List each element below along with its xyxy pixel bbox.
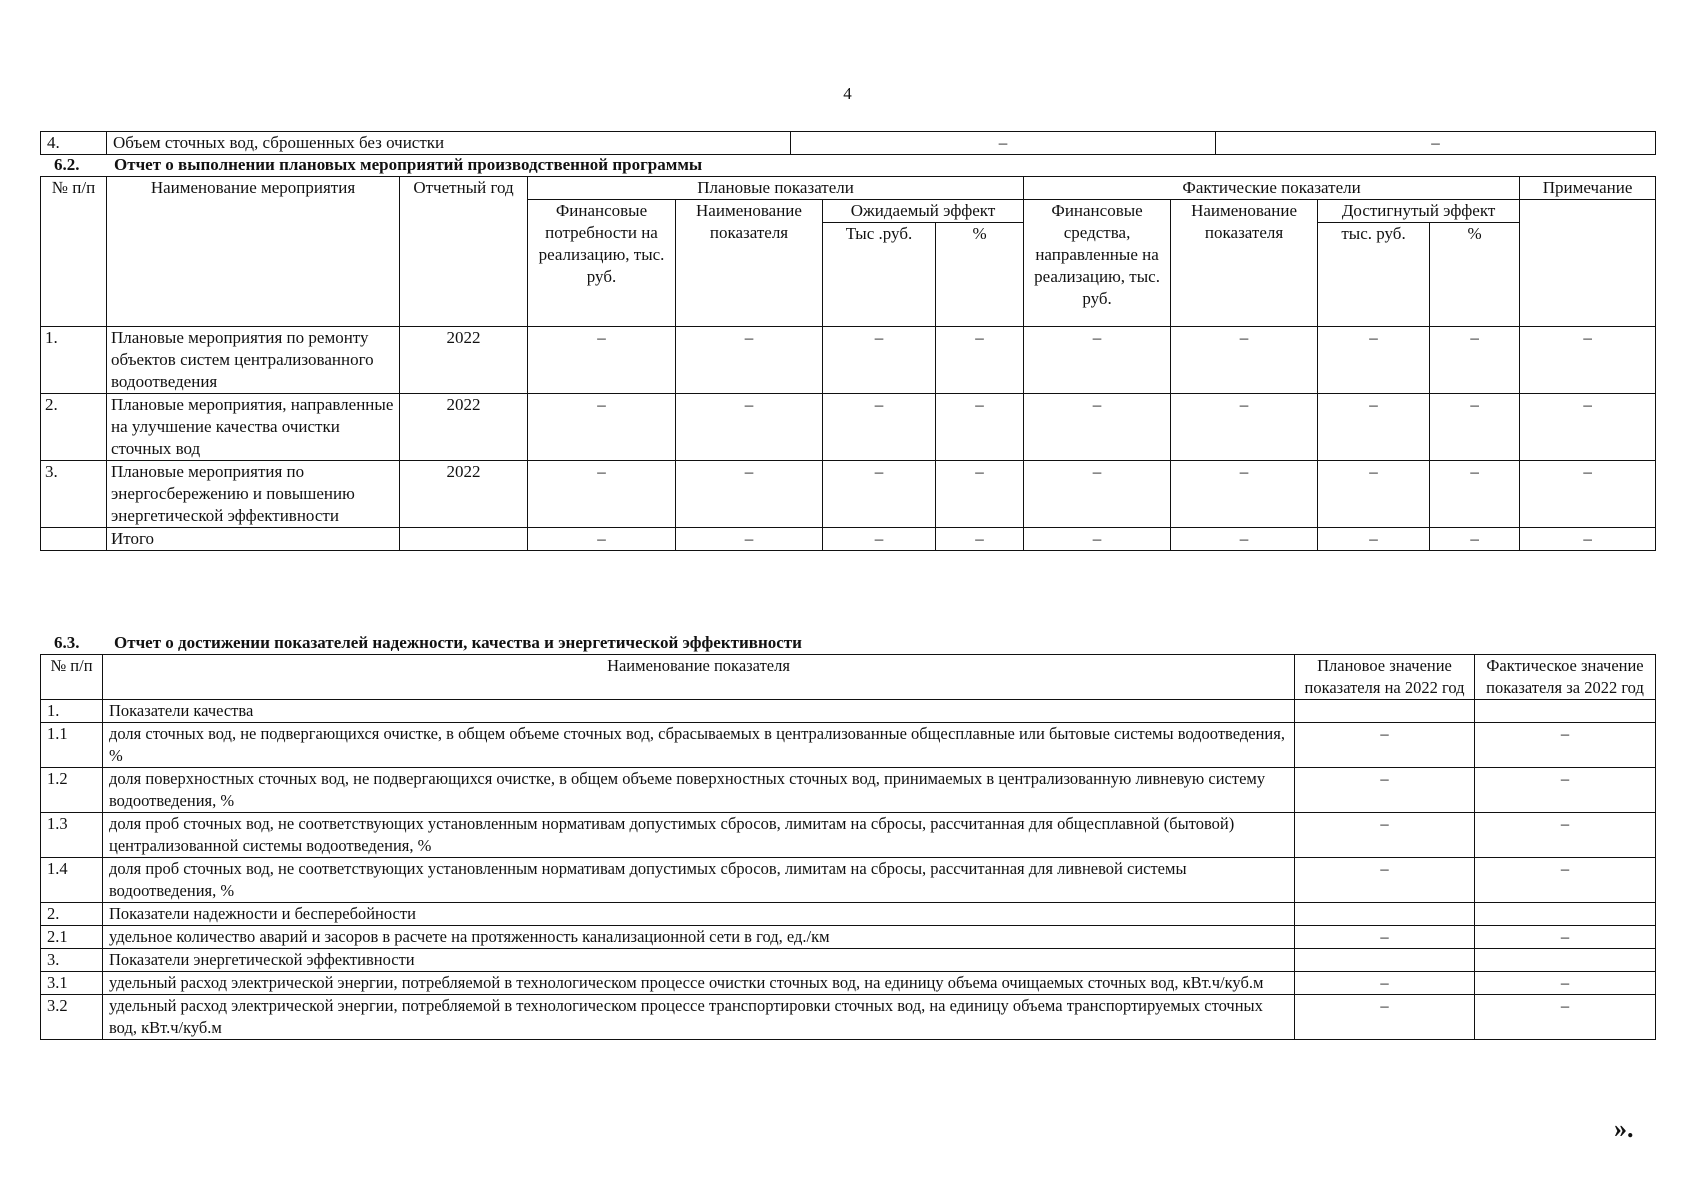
row-number: 4. — [41, 132, 107, 155]
row-number: 2.1 — [41, 926, 103, 949]
header-fact-group: Фактические показатели — [1024, 177, 1520, 200]
value-cell: – — [823, 394, 936, 461]
table-row — [41, 327, 1656, 394]
section-6-2-heading — [54, 155, 702, 175]
value-cell: – — [1318, 394, 1430, 461]
fact-value — [1475, 949, 1656, 972]
row-number: 1. — [41, 327, 107, 394]
table-row — [41, 926, 1656, 949]
header-fact-value: Фактическое значение показателя за 2022 год — [1475, 655, 1656, 700]
value-cell: – — [676, 327, 823, 394]
row-number: 3.2 — [41, 995, 103, 1040]
indicator-name: Показатели энергетической эффективности — [103, 949, 1295, 972]
fact-value: – — [1475, 813, 1656, 858]
fact-value: – — [1216, 132, 1656, 155]
indicator-name: доля поверхностных сточных вод, не подвергающихся очистке, в общем объеме поверхностных сточных вод, принимаемых в централизованную ливневую систему водоотведения, % — [103, 768, 1295, 813]
event-name: Плановые мероприятия, направленные на улучшение качества очистки сточных вод — [107, 394, 400, 461]
value-cell: – — [936, 394, 1024, 461]
value-cell: – — [1171, 327, 1318, 394]
indicator-name: доля проб сточных вод, не соответствующих установленным нормативам допустимых сбросов, лимитам на сбросы, рассчитанная для общесплавной (бытовой) централизованной системы водоотведения, % — [103, 813, 1295, 858]
fact-value: – — [1475, 926, 1656, 949]
report-year: 2022 — [400, 461, 528, 528]
value-cell: – — [1171, 461, 1318, 528]
value-cell: – — [676, 394, 823, 461]
value-cell: – — [1024, 461, 1171, 528]
plan-value: – — [791, 132, 1216, 155]
events-report-table — [40, 176, 1656, 551]
header-num: № п/п — [41, 655, 103, 700]
table-row — [41, 723, 1656, 768]
value-cell: – — [823, 327, 936, 394]
row-number-empty — [41, 528, 107, 551]
row-number: 1.4 — [41, 858, 103, 903]
total-row — [41, 528, 1656, 551]
header-plan-indicator: Наименование показателя — [676, 200, 823, 327]
plan-value — [1295, 903, 1475, 926]
row-number: 2. — [41, 394, 107, 461]
table-row — [41, 813, 1656, 858]
closing-mark: ». — [1614, 1114, 1634, 1143]
row-number: 3.1 — [41, 972, 103, 995]
plan-value: – — [1295, 995, 1475, 1040]
indicator-name: Показатели качества — [103, 700, 1295, 723]
value-cell: – — [1520, 528, 1656, 551]
fact-value: – — [1475, 995, 1656, 1040]
total-label: Итого — [107, 528, 400, 551]
value-cell: – — [936, 327, 1024, 394]
value-cell: – — [1171, 394, 1318, 461]
section-title: Отчет о достижении показателей надежности, качества и энергетической эффективности — [114, 633, 802, 652]
header-plan-group: Плановые показатели — [528, 177, 1024, 200]
header-indicator-name: Наименование показателя — [103, 655, 1295, 700]
table-row — [41, 461, 1656, 528]
section-6-3-heading — [54, 633, 802, 653]
header-expected-rub: Тыс .руб. — [823, 223, 936, 327]
value-cell: – — [936, 528, 1024, 551]
header-year: Отчетный год — [400, 177, 528, 327]
table-row — [41, 972, 1656, 995]
row-number: 1.1 — [41, 723, 103, 768]
value-cell: – — [1171, 528, 1318, 551]
plan-value: – — [1295, 858, 1475, 903]
plan-value: – — [1295, 768, 1475, 813]
plan-value: – — [1295, 972, 1475, 995]
value-cell: – — [676, 461, 823, 528]
table-row — [41, 858, 1656, 903]
value-cell: – — [1430, 394, 1520, 461]
header-plan-fin: Финансовые потребности на реализацию, тыс. руб. — [528, 200, 676, 327]
indicator-name: доля сточных вод, не подвергающихся очистке, в общем объеме сточных вод, сбрасываемых в централизованные общесплавные или бытовые системы водоотведения, % — [103, 723, 1295, 768]
year-empty — [400, 528, 528, 551]
header-fact-fin: Финансовые средства, направленные на реализацию, тыс. руб. — [1024, 200, 1171, 327]
section-number: 6.2. — [54, 155, 80, 174]
value-cell: – — [528, 461, 676, 528]
value-cell: – — [1430, 528, 1520, 551]
table-header-row — [41, 655, 1656, 700]
value-cell: – — [823, 528, 936, 551]
header-event-name: Наименование мероприятия — [107, 177, 400, 327]
fact-value: – — [1475, 858, 1656, 903]
plan-value — [1295, 949, 1475, 972]
indicators-report-table — [40, 654, 1656, 1040]
value-cell: – — [1024, 394, 1171, 461]
header-expected-pct: % — [936, 223, 1024, 327]
header-achieved-rub: тыс. руб. — [1318, 223, 1430, 327]
report-year: 2022 — [400, 327, 528, 394]
section-title: Отчет о выполнении плановых мероприятий производственной программы — [114, 155, 703, 174]
row-number: 1. — [41, 700, 103, 723]
indicator-name: удельное количество аварий и засоров в расчете на протяженность канализационной сети в год, ед./км — [103, 926, 1295, 949]
value-cell: – — [823, 461, 936, 528]
value-cell: – — [528, 528, 676, 551]
table-row — [41, 768, 1656, 813]
indicator-name: удельный расход электрической энергии, потребляемой в технологическом процессе очистки сточных вод, на единицу объема очищаемых сточных вод, кВт.ч/куб.м — [103, 972, 1295, 995]
header-achieved-effect: Достигнутый эффект — [1318, 200, 1520, 223]
row-number: 1.3 — [41, 813, 103, 858]
fact-value — [1475, 700, 1656, 723]
header-note-empty — [1520, 200, 1656, 327]
value-cell: – — [1430, 327, 1520, 394]
value-cell: – — [1520, 461, 1656, 528]
table-row — [41, 394, 1656, 461]
value-cell: – — [1318, 327, 1430, 394]
value-cell: – — [1520, 394, 1656, 461]
value-cell: – — [1318, 461, 1430, 528]
header-achieved-pct: % — [1430, 223, 1520, 327]
table-row — [41, 700, 1656, 723]
header-plan-value: Плановое значение показателя на 2022 год — [1295, 655, 1475, 700]
value-cell: – — [1024, 528, 1171, 551]
indicator-name: удельный расход электрической энергии, потребляемой в технологическом процессе транспортировки сточных вод, на единицу объема транспортируемых сточных вод, кВт.ч/куб.м — [103, 995, 1295, 1040]
value-cell: – — [1430, 461, 1520, 528]
table-header-row — [41, 177, 1656, 200]
plan-value: – — [1295, 926, 1475, 949]
row-name: Объем сточных вод, сброшенных без очистки — [107, 132, 791, 155]
table-row — [41, 132, 1656, 155]
fact-value: – — [1475, 723, 1656, 768]
value-cell: – — [528, 327, 676, 394]
header-num: № п/п — [41, 177, 107, 327]
table-row — [41, 903, 1656, 926]
value-cell: – — [676, 528, 823, 551]
indicator-name: Показатели надежности и бесперебойности — [103, 903, 1295, 926]
value-cell: – — [528, 394, 676, 461]
event-name: Плановые мероприятия по энергосбережению и повышению энергетической эффективности — [107, 461, 400, 528]
fact-value: – — [1475, 972, 1656, 995]
indicator-name: доля проб сточных вод, не соответствующих установленным нормативам допустимых сбросов, лимитам на сбросы, рассчитанная для ливневой системы водоотведения, % — [103, 858, 1295, 903]
value-cell: – — [936, 461, 1024, 528]
row-number: 3. — [41, 461, 107, 528]
table-row — [41, 949, 1656, 972]
event-name: Плановые мероприятия по ремонту объектов систем централизованного водоотведения — [107, 327, 400, 394]
plan-value: – — [1295, 723, 1475, 768]
value-cell: – — [1520, 327, 1656, 394]
plan-value: – — [1295, 813, 1475, 858]
value-cell: – — [1024, 327, 1171, 394]
row-number: 3. — [41, 949, 103, 972]
table-continuation — [40, 131, 1656, 155]
header-expected-effect: Ожидаемый эффект — [823, 200, 1024, 223]
header-note: Примечание — [1520, 177, 1656, 200]
section-number: 6.3. — [54, 633, 80, 652]
value-cell: – — [1318, 528, 1430, 551]
fact-value: – — [1475, 768, 1656, 813]
table-row — [41, 995, 1656, 1040]
page-number: 4 — [843, 84, 852, 103]
header-fact-indicator: Наименование показателя — [1171, 200, 1318, 327]
report-year: 2022 — [400, 394, 528, 461]
plan-value — [1295, 700, 1475, 723]
row-number: 2. — [41, 903, 103, 926]
fact-value — [1475, 903, 1656, 926]
row-number: 1.2 — [41, 768, 103, 813]
